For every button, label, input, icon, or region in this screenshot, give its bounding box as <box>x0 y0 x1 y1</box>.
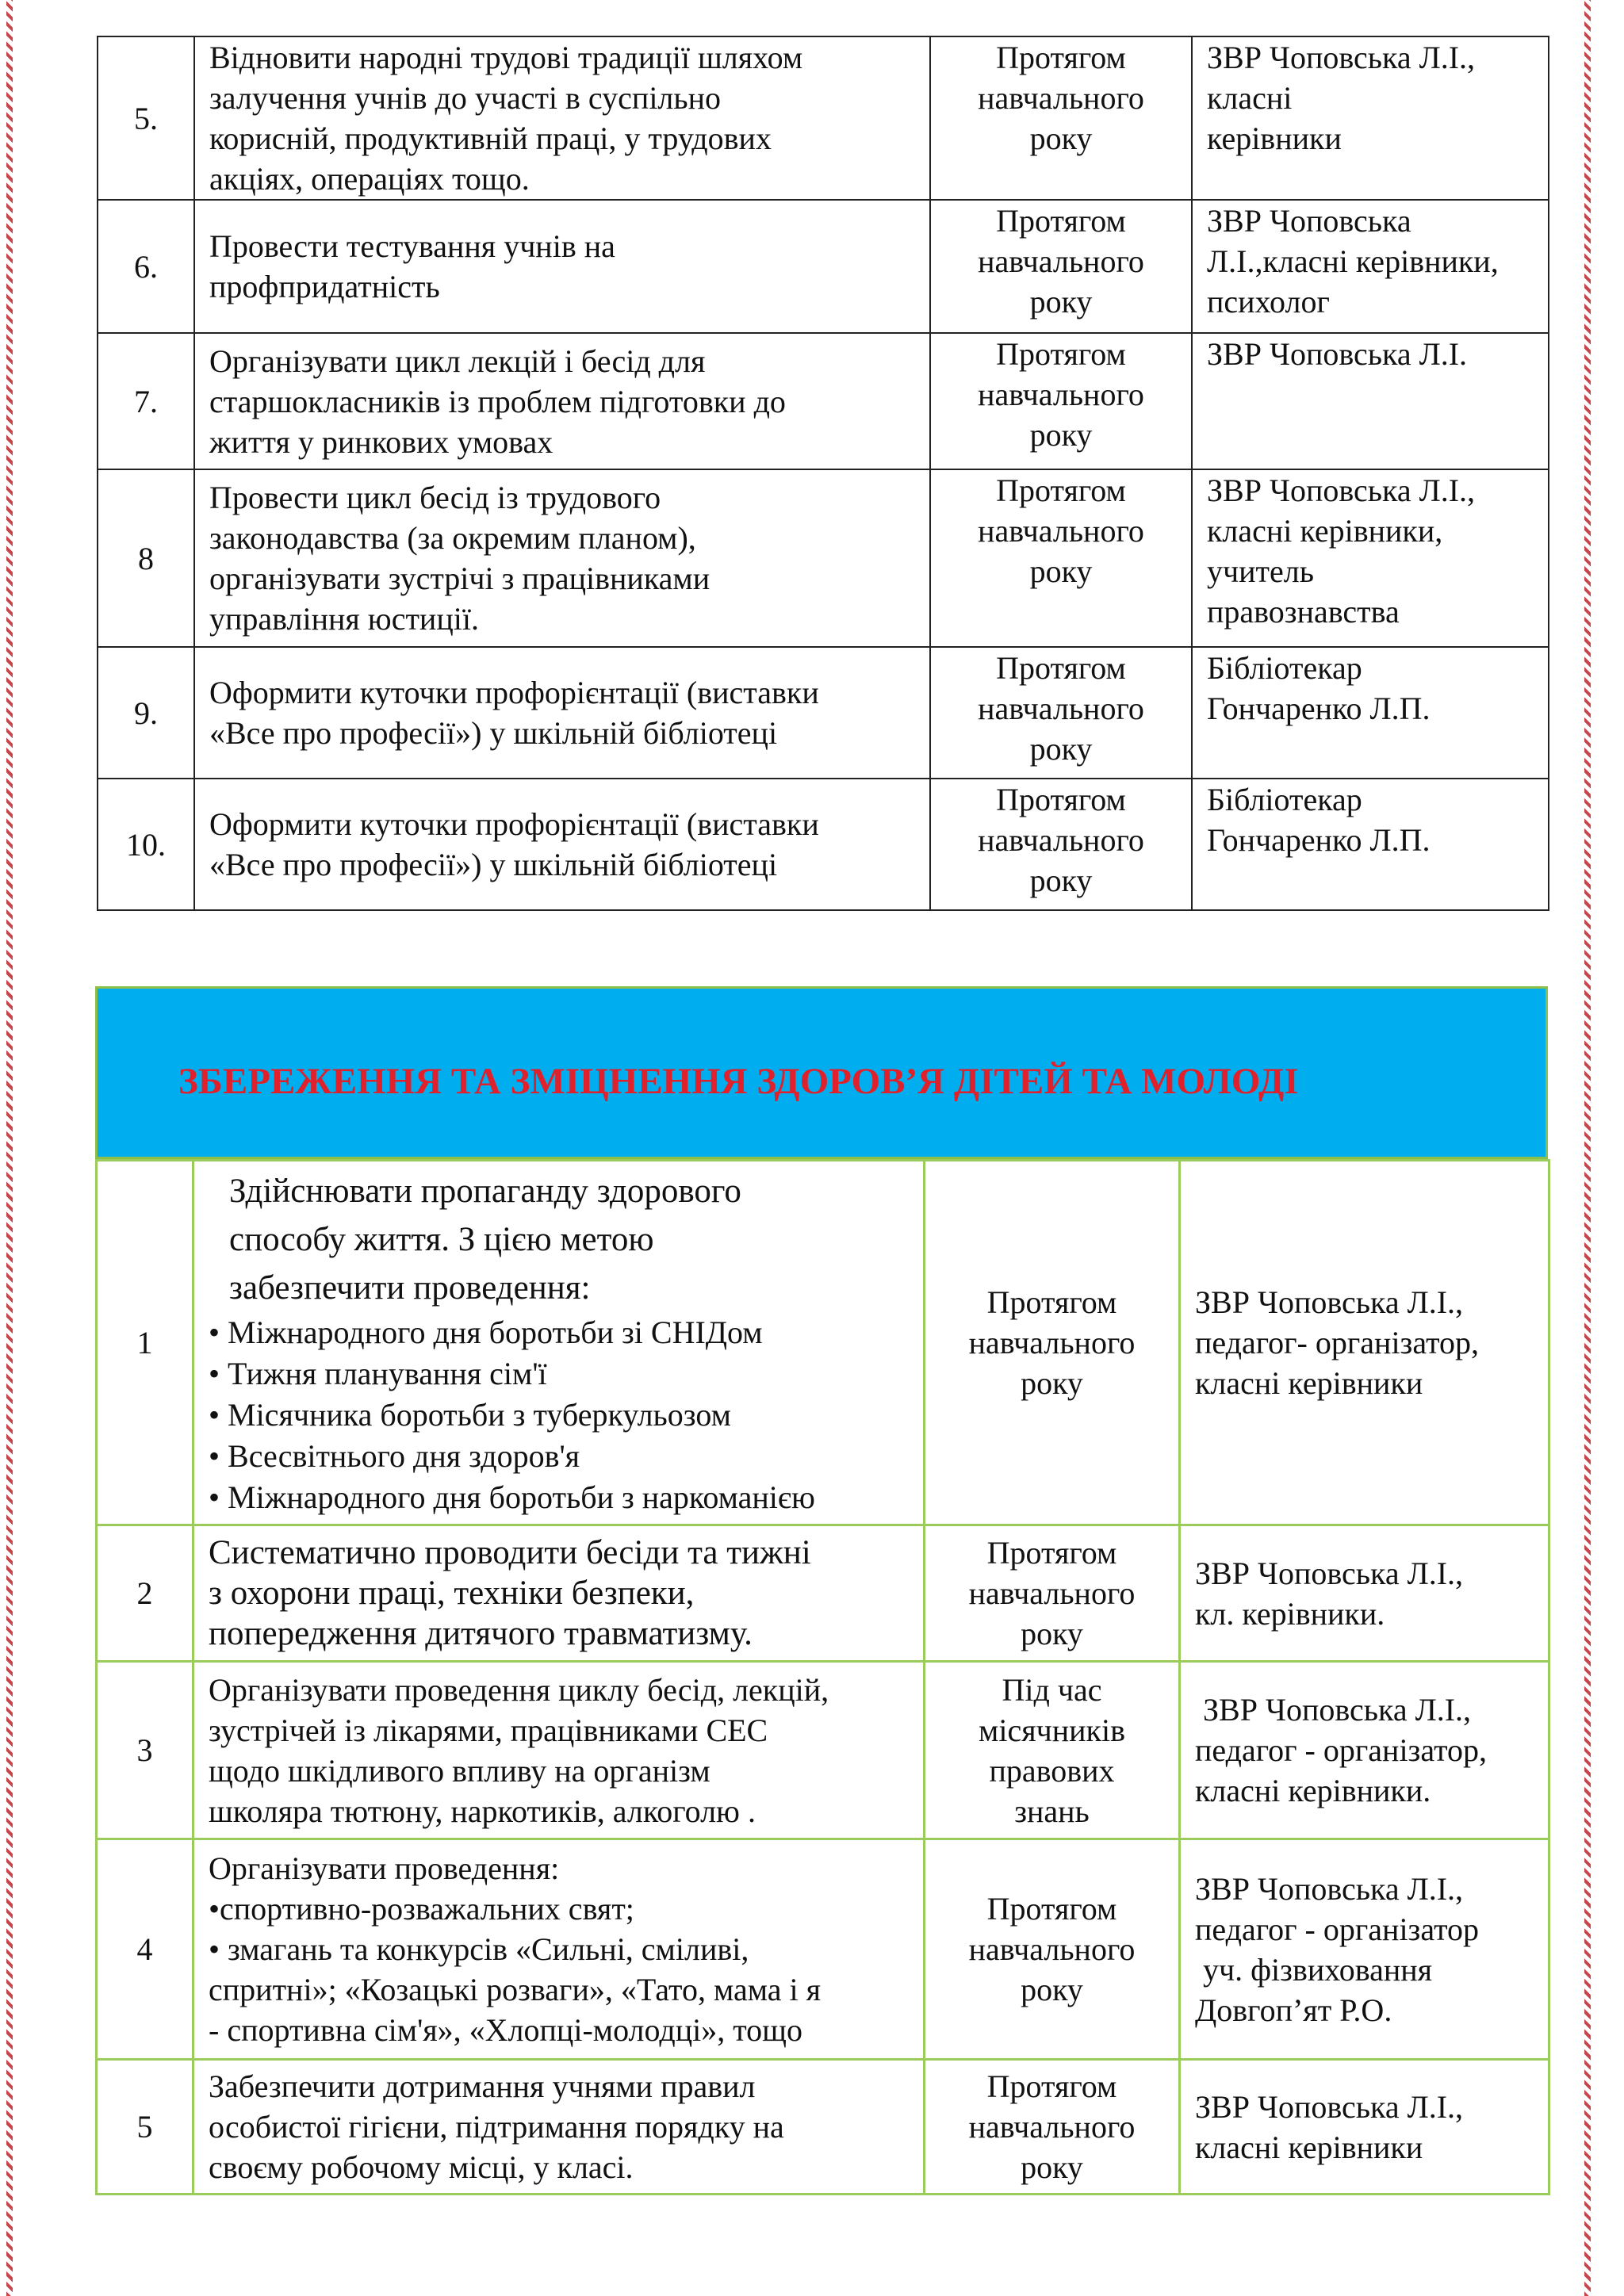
text-line: законодавства (за окремим планом), <box>209 520 696 556</box>
text-line: керівники <box>1207 121 1342 156</box>
text-line: організувати зустрічі з працівниками <box>209 561 710 596</box>
text-line: року <box>1029 417 1093 453</box>
list-item: • Міжнародного дня боротьби з наркоманією <box>209 1477 909 1518</box>
row-number: 1 <box>97 1161 193 1525</box>
text-line: Оформити куточки профорієнтації (виставки <box>209 806 819 842</box>
text-line: Систематично проводити бесіди та тижні <box>209 1534 811 1571</box>
term-cell <box>930 779 1192 910</box>
task-cell <box>194 469 930 647</box>
responsible-cell <box>1192 36 1549 200</box>
task-cell <box>194 779 930 910</box>
text-line: Організувати проведення циклу бесід, лекцій, <box>209 1671 829 1708</box>
section-header <box>95 986 1548 1159</box>
text-line: «Все про професії») у шкільній бібліотеці <box>209 715 778 751</box>
section-title: ЗБЕРЕЖЕННЯ ТА ЗМІЦНЕННЯ ЗДОРОВ’Я ДІТЕЙ ТА МОЛОДІ <box>178 1061 1299 1102</box>
table-body <box>98 36 1549 910</box>
text-line: ЗВР Чоповська Л.І., <box>1195 1555 1464 1591</box>
list-item: • Тижня планування сім'ї <box>209 1353 909 1395</box>
text-line: навчального <box>978 691 1144 726</box>
term-cell <box>930 647 1192 779</box>
text-line: профпридатність <box>209 269 440 304</box>
table-row <box>98 200 1549 333</box>
task-cell <box>194 200 930 333</box>
text-line: ЗВР Чоповська <box>1207 203 1411 239</box>
text-line: Протягом <box>996 473 1126 508</box>
text-line: уч. фізвиховання <box>1195 1951 1433 1988</box>
text-line: навчального <box>968 1325 1136 1360</box>
text-line: Протягом <box>996 336 1126 372</box>
text-line: року <box>1029 121 1093 156</box>
text-line: навчального <box>978 377 1144 412</box>
text-line: Здійснювати пропаганду здорового <box>229 1173 741 1210</box>
task-intro <box>209 1167 909 1312</box>
text-line: Гончаренко Л.П. <box>1207 691 1431 726</box>
table-row <box>98 333 1549 469</box>
text-line: ЗВР Чоповська Л.І. <box>1207 336 1468 372</box>
term-cell <box>930 200 1192 333</box>
text-line: з охорони праці, техніки безпеки, <box>209 1575 695 1612</box>
text-line: Бібліотекар <box>1207 650 1362 686</box>
text-line: учитель <box>1207 553 1314 589</box>
text-line: школяра тютюну, наркотиків, алкоголю . <box>209 1793 756 1829</box>
text-line: ЗВР Чоповська Л.І., <box>1207 473 1476 508</box>
table-row <box>98 36 1549 200</box>
responsible-cell <box>1192 647 1549 779</box>
text-line: кл. керівники. <box>1195 1595 1385 1632</box>
text-line: навчального <box>968 1575 1136 1611</box>
page-border-left <box>6 0 13 2296</box>
text-line: Відновити народні трудові традиції шляхом <box>209 40 803 75</box>
row-number: 4 <box>97 1839 193 2060</box>
text-line: Бібліотекар <box>1207 782 1362 817</box>
text-line: способу життя. З цією метою <box>229 1221 654 1258</box>
text-line: Організувати цикл лекцій і бесід для <box>209 342 706 379</box>
term-cell <box>925 2060 1180 2195</box>
text-line: навчального <box>978 80 1144 116</box>
row-number: 5. <box>98 36 194 200</box>
task-cell <box>194 36 930 200</box>
text-line: Провести цикл бесід із трудового <box>209 480 661 515</box>
text-line: навчального <box>978 243 1144 279</box>
text-line: року <box>1029 553 1093 589</box>
task-cell <box>194 647 930 779</box>
table-row <box>98 779 1549 910</box>
text-line: «Все про професії») у шкільній бібліотеці <box>209 847 778 882</box>
term-cell <box>930 36 1192 200</box>
task-cell <box>193 2060 925 2195</box>
text-line: Організувати проведення: <box>209 1850 560 1886</box>
text-line: Протягом <box>986 2068 1117 2104</box>
text-line: знань <box>1014 1793 1090 1829</box>
text-line: корисній, продуктивній праці, у трудових <box>209 121 772 156</box>
text-line: класні <box>1207 80 1293 116</box>
term-cell <box>925 1525 1180 1662</box>
text-line: ЗВР Чоповська Л.І., <box>1195 2088 1464 2125</box>
text-line: року <box>1021 1365 1083 1401</box>
text-line: попередження дитячого травматизму. <box>209 1615 753 1652</box>
text-line: акціях, операціях тощо. <box>209 161 530 197</box>
text-line: • змагань та конкурсів «Сильні, сміливі, <box>209 1931 749 1967</box>
text-line: ЗВР Чоповська Л.І., <box>1207 40 1476 75</box>
responsible-cell <box>1192 469 1549 647</box>
text-line: класні керівники <box>1195 1365 1423 1401</box>
row-number: 5 <box>97 2060 193 2195</box>
responsible-cell <box>1180 1161 1549 1525</box>
text-line: Протягом <box>986 1891 1117 1927</box>
text-line: року <box>1029 731 1093 767</box>
responsible-cell <box>1192 200 1549 333</box>
responsible-cell <box>1180 2060 1549 2195</box>
term-cell <box>930 469 1192 647</box>
event-list <box>209 1312 909 1518</box>
table-row <box>97 2060 1549 2195</box>
text-line: навчального <box>968 2109 1136 2145</box>
text-line: навчального <box>978 513 1144 549</box>
text-line: ЗВР Чоповська Л.І., <box>1195 1284 1464 1320</box>
text-line: психолог <box>1207 284 1330 320</box>
row-number: 2 <box>97 1525 193 1662</box>
text-line: щодо шкідливого впливу на організм <box>209 1752 710 1789</box>
table-row <box>98 469 1549 647</box>
text-line: Протягом <box>996 203 1126 239</box>
text-line: Забезпечити дотримання учнями правил <box>209 2068 756 2104</box>
text-line: педагог- організатор, <box>1195 1325 1480 1360</box>
responsible-cell <box>1180 1839 1549 2060</box>
row-number: 9. <box>98 647 194 779</box>
text-line: правознавства <box>1207 594 1400 629</box>
text-line: Гончаренко Л.П. <box>1207 822 1431 858</box>
text-line: Довгоп’ят Р.О. <box>1195 1992 1392 2028</box>
term-cell <box>925 1839 1180 2060</box>
text-line: •спортивно-розважальних свят; <box>209 1891 634 1927</box>
table-row <box>97 1161 1549 1525</box>
text-line: року <box>1029 284 1093 320</box>
text-line: педагог - організатор <box>1195 1911 1480 1947</box>
text-line: року <box>1021 2149 1083 2185</box>
responsible-cell <box>1180 1662 1549 1839</box>
text-line: року <box>1021 1972 1083 2007</box>
text-line: місячників <box>979 1712 1125 1748</box>
text-line: ЗВР Чоповська Л.І., <box>1195 1692 1472 1728</box>
text-line: спритні»; «Козацькі розваги», «Тато, мама і я <box>209 1972 822 2007</box>
text-line: Протягом <box>986 1284 1117 1320</box>
row-number: 8 <box>98 469 194 647</box>
table-row <box>97 1662 1549 1839</box>
page-border-right <box>1584 0 1591 2296</box>
task-cell <box>193 1525 925 1662</box>
text-line: залучення учнів до участі в суспільно <box>209 80 722 116</box>
text-line: старшокласників із проблем підготовки до <box>209 383 786 419</box>
responsible-cell <box>1192 333 1549 469</box>
row-number: 3 <box>97 1662 193 1839</box>
text-line: Оформити куточки профорієнтації (виставки <box>209 675 819 710</box>
table-row <box>98 647 1549 779</box>
text-line: - спортивна сім'я», «Хлопці-молодці», тощо <box>209 2012 802 2048</box>
text-line: навчального <box>978 822 1144 858</box>
plan-table-career <box>97 36 1549 911</box>
text-line: Протягом <box>986 1535 1117 1571</box>
text-line: педагог - організатор, <box>1195 1732 1488 1768</box>
text-line: забезпечити проведення: <box>229 1269 591 1307</box>
row-number: 6. <box>98 200 194 333</box>
text-line: життя у ринкових умовах <box>209 423 553 460</box>
task-cell <box>193 1662 925 1839</box>
text-line: Під час <box>1002 1671 1102 1708</box>
text-line: особистої гігієни, підтримання порядку на <box>209 2109 784 2145</box>
text-line: класні керівники <box>1195 2129 1423 2165</box>
list-item: • Міжнародного дня боротьби зі СНІДом <box>209 1312 909 1353</box>
text-line: року <box>1021 1616 1083 1651</box>
plan-table-health <box>95 1159 1550 2195</box>
term-cell <box>925 1662 1180 1839</box>
text-line: управління юстиції. <box>209 601 479 637</box>
table-row <box>97 1839 1549 2060</box>
text-line: зустрічей із лікарями, працівниками СЕС <box>209 1712 768 1748</box>
text-line: правових <box>989 1752 1115 1789</box>
responsible-cell <box>1180 1525 1549 1662</box>
row-number: 10. <box>98 779 194 910</box>
text-line: класні керівники. <box>1195 1773 1431 1808</box>
row-number: 7. <box>98 333 194 469</box>
term-cell <box>930 333 1192 469</box>
task-cell <box>193 1839 925 2060</box>
text-line: ЗВР Чоповська Л.І., <box>1195 1870 1464 1907</box>
text-line: навчального <box>968 1931 1136 1967</box>
responsible-cell <box>1192 779 1549 910</box>
text-line: Провести тестування учнів на <box>209 228 615 264</box>
table-row <box>97 1525 1549 1662</box>
term-cell <box>925 1161 1180 1525</box>
text-line: Протягом <box>996 650 1126 686</box>
task-cell <box>193 1161 925 1525</box>
task-cell <box>194 333 930 469</box>
text-line: Протягом <box>996 782 1126 817</box>
text-line: Л.І.,класні керівники, <box>1207 243 1499 279</box>
text-line: року <box>1029 863 1093 898</box>
list-item: • Всесвітнього дня здоров'я <box>209 1436 909 1477</box>
text-line: класні керівники, <box>1207 513 1443 549</box>
list-item: • Місячника боротьби з туберкульозом <box>209 1395 909 1436</box>
text-line: своєму робочому місці, у класі. <box>209 2149 634 2185</box>
text-line: Протягом <box>996 40 1126 75</box>
